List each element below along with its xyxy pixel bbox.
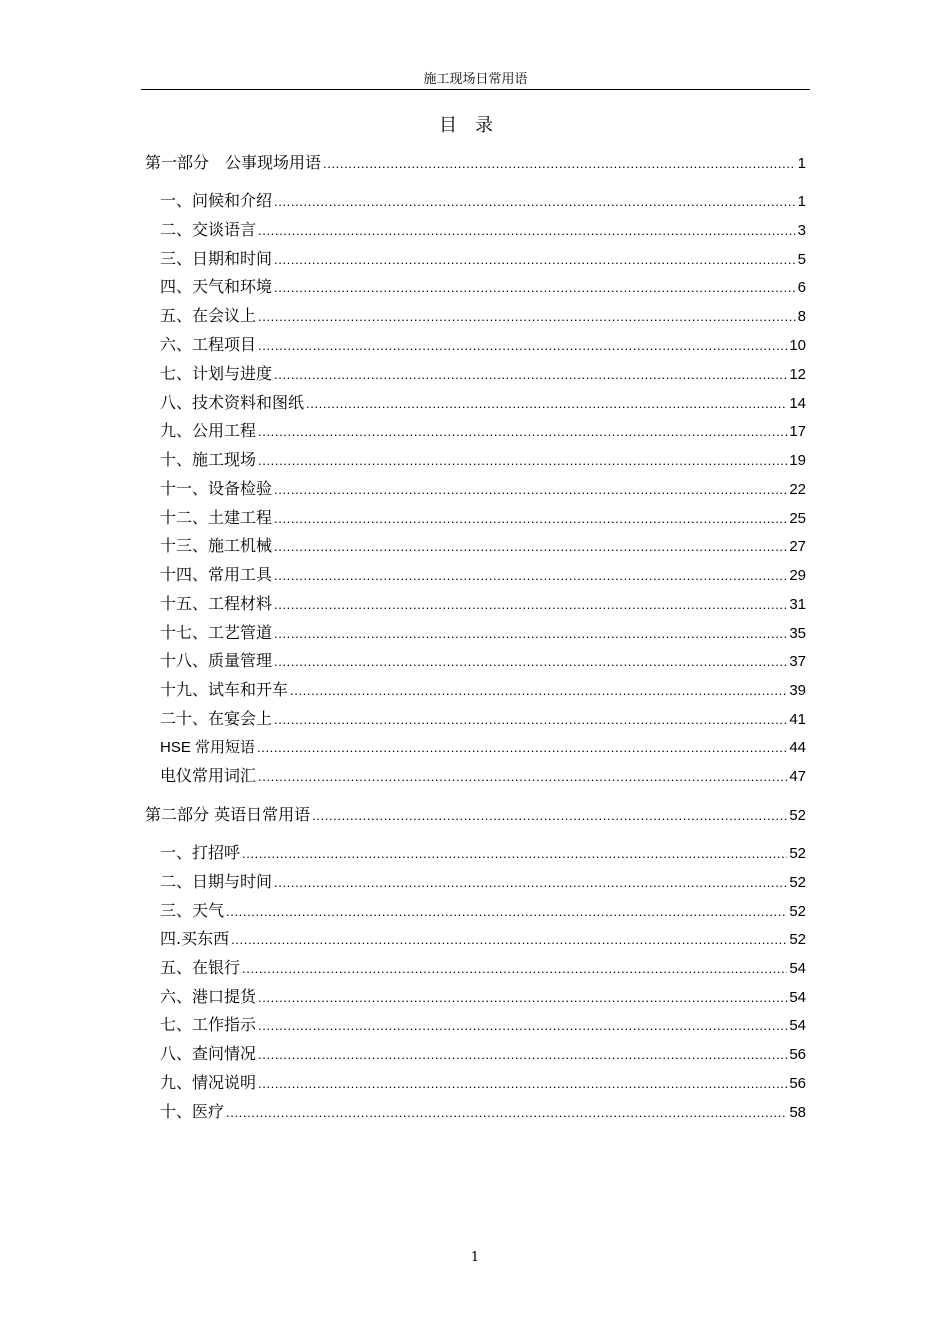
dot-leader xyxy=(312,805,787,827)
toc-entry-label: 九、情况说明 xyxy=(160,1073,257,1092)
toc-page-number: 56 xyxy=(789,1046,806,1063)
dot-leader xyxy=(274,565,787,587)
dot-leader xyxy=(258,450,787,472)
dot-leader xyxy=(258,421,787,443)
toc-part-label: 第二部分 英语日常用语 xyxy=(145,805,311,824)
toc-entry-label: 四.买东西 xyxy=(160,929,230,948)
toc-entry-label: 五、在银行 xyxy=(160,958,241,977)
toc-entry[interactable] xyxy=(160,305,806,328)
toc-entry[interactable] xyxy=(160,276,806,299)
dot-leader xyxy=(274,191,796,213)
toc-page-number: 52 xyxy=(789,931,806,948)
dot-leader xyxy=(258,1073,787,1095)
dot-leader xyxy=(323,153,796,175)
toc-entry-label: 六、港口提货 xyxy=(160,987,257,1006)
dot-leader xyxy=(274,872,787,894)
toc-page-number: 52 xyxy=(789,874,806,891)
toc-entry-label: 三、天气 xyxy=(160,901,225,920)
toc-entry-label: 十、施工现场 xyxy=(160,450,257,469)
toc-page-number: 54 xyxy=(789,960,806,977)
toc-entry-label: 四、天气和环境 xyxy=(160,277,273,296)
dot-leader xyxy=(274,508,787,530)
toc-entry-label: 十八、质量管理 xyxy=(160,651,273,670)
dot-leader xyxy=(274,623,787,645)
toc-entry-label: 十一、设备检验 xyxy=(160,479,273,498)
dot-leader xyxy=(274,479,787,501)
dot-leader xyxy=(274,364,787,386)
toc-entry[interactable] xyxy=(160,392,806,415)
dot-leader xyxy=(231,929,787,951)
toc-part-2[interactable] xyxy=(145,804,806,827)
toc-page-number: 14 xyxy=(789,395,806,412)
toc-page-number: 54 xyxy=(789,989,806,1006)
toc-entry[interactable] xyxy=(160,871,806,894)
footer-page-number: 1 xyxy=(470,1250,480,1265)
toc-entry[interactable] xyxy=(160,1072,806,1095)
toc-page-number: 44 xyxy=(789,739,806,756)
toc-entry-label: 七、计划与进度 xyxy=(160,364,273,383)
toc-page-number: 52 xyxy=(789,903,806,920)
toc-entry[interactable] xyxy=(160,507,806,530)
dot-leader xyxy=(274,594,787,616)
toc-page-number: 29 xyxy=(789,567,806,584)
toc-page-number: 1 xyxy=(797,155,806,172)
dot-leader xyxy=(274,651,787,673)
dot-leader xyxy=(258,987,787,1009)
toc-page-number: 12 xyxy=(789,366,806,383)
dot-leader xyxy=(258,766,787,788)
toc-entry[interactable] xyxy=(160,190,806,213)
toc-page-number: 3 xyxy=(797,222,806,239)
toc-entry-label: 电仪常用词汇 xyxy=(160,766,257,785)
toc-entry-label: 十五、工程材料 xyxy=(160,594,273,613)
toc-part-1[interactable] xyxy=(145,152,806,175)
toc-entry[interactable] xyxy=(160,928,806,951)
dot-leader xyxy=(257,737,787,759)
toc-entry-label: HSE 常用短语 xyxy=(160,739,256,756)
toc-entry-label: 九、公用工程 xyxy=(160,421,257,440)
toc-entry-label: 十、医疗 xyxy=(160,1102,225,1121)
toc-entry[interactable] xyxy=(160,564,806,587)
toc-entry[interactable] xyxy=(160,679,806,702)
dot-leader xyxy=(258,1044,787,1066)
toc-page-number: 37 xyxy=(789,653,806,670)
toc-entry[interactable] xyxy=(160,900,806,923)
dot-leader xyxy=(274,536,787,558)
toc-entry[interactable] xyxy=(160,219,806,242)
dot-leader xyxy=(274,249,796,271)
toc-entry[interactable] xyxy=(160,1014,806,1037)
toc-entry[interactable] xyxy=(160,1043,806,1066)
toc-entry-label: 二十、在宴会上 xyxy=(160,709,273,728)
toc-entry-label: 十四、常用工具 xyxy=(160,565,273,584)
toc-page-number: 47 xyxy=(789,768,806,785)
dot-leader xyxy=(226,1102,787,1124)
toc-entry-label: 六、工程项目 xyxy=(160,335,257,354)
dot-leader xyxy=(274,277,796,299)
toc-entry[interactable] xyxy=(160,478,806,501)
toc-page-number: 58 xyxy=(789,1104,806,1121)
dot-leader xyxy=(242,843,787,865)
dot-leader xyxy=(258,220,796,242)
page-footer xyxy=(0,1250,950,1265)
toc-entry[interactable] xyxy=(160,1101,806,1124)
toc-page-number: 56 xyxy=(789,1075,806,1092)
toc-entry-label: 一、打招呼 xyxy=(160,843,241,862)
toc-page-number: 41 xyxy=(789,711,806,728)
toc-entry[interactable] xyxy=(160,535,806,558)
toc-page-number: 10 xyxy=(789,337,806,354)
toc-entry-label: 五、在会议上 xyxy=(160,306,257,325)
dot-leader xyxy=(258,1015,787,1037)
toc-page-number: 39 xyxy=(789,682,806,699)
toc-entry[interactable] xyxy=(160,420,806,443)
dot-leader xyxy=(306,393,787,415)
toc-entry[interactable] xyxy=(160,449,806,472)
dot-leader xyxy=(258,335,787,357)
toc-entry[interactable] xyxy=(160,765,806,788)
toc-entry[interactable] xyxy=(160,737,806,759)
dot-leader xyxy=(226,901,787,923)
toc-entry-label: 二、日期与时间 xyxy=(160,872,273,891)
toc-page-number: 6 xyxy=(797,279,806,296)
toc-entry[interactable] xyxy=(160,248,806,271)
header-title: 施工现场日常用语 xyxy=(423,72,528,87)
toc-entry-label: 十七、工艺管道 xyxy=(160,623,273,642)
dot-leader xyxy=(274,709,787,731)
toc-page-number: 1 xyxy=(797,193,806,210)
toc-page-number: 27 xyxy=(789,538,806,555)
toc-entry-label: 七、工作指示 xyxy=(160,1015,257,1034)
toc-entry-label: 八、技术资料和图纸 xyxy=(160,393,305,412)
dot-leader xyxy=(290,680,787,702)
toc-entry-label: 三、日期和时间 xyxy=(160,249,273,268)
toc-entry[interactable] xyxy=(160,708,806,731)
toc-page-number: 17 xyxy=(789,423,806,440)
toc-entry-label: 八、查问情况 xyxy=(160,1044,257,1063)
toc-entry-label: 十二、土建工程 xyxy=(160,508,273,527)
toc-page-number: 35 xyxy=(789,625,806,642)
toc-entry[interactable] xyxy=(160,334,806,357)
toc-entry[interactable] xyxy=(160,957,806,980)
toc-entry-label: 十九、试车和开车 xyxy=(160,680,289,699)
toc-entry-label: 二、交谈语言 xyxy=(160,220,257,239)
page-header xyxy=(141,70,810,90)
toc-page-number: 19 xyxy=(789,452,806,469)
toc-page-number: 52 xyxy=(789,845,806,862)
toc-page-number: 31 xyxy=(789,596,806,613)
toc-entry[interactable] xyxy=(160,650,806,673)
dot-leader xyxy=(258,306,796,328)
toc-page-number: 52 xyxy=(789,807,806,824)
toc-page-number: 25 xyxy=(789,510,806,527)
toc-entry[interactable] xyxy=(160,622,806,645)
toc-entry[interactable] xyxy=(160,593,806,616)
toc-entry-label: 十三、施工机械 xyxy=(160,536,273,555)
toc-page-number: 5 xyxy=(797,251,806,268)
dot-leader xyxy=(242,958,787,980)
toc-entry-label: 一、问候和介绍 xyxy=(160,191,273,210)
toc-entry[interactable] xyxy=(160,363,806,386)
toc-entry[interactable] xyxy=(160,986,806,1009)
toc-page-number: 8 xyxy=(797,308,806,325)
toc-title: 目录 xyxy=(439,115,511,136)
toc-entry[interactable] xyxy=(160,842,806,865)
toc-page-number: 54 xyxy=(789,1017,806,1034)
toc-part-label: 第一部分 公事现场用语 xyxy=(145,153,322,172)
toc-page-number: 22 xyxy=(789,481,806,498)
